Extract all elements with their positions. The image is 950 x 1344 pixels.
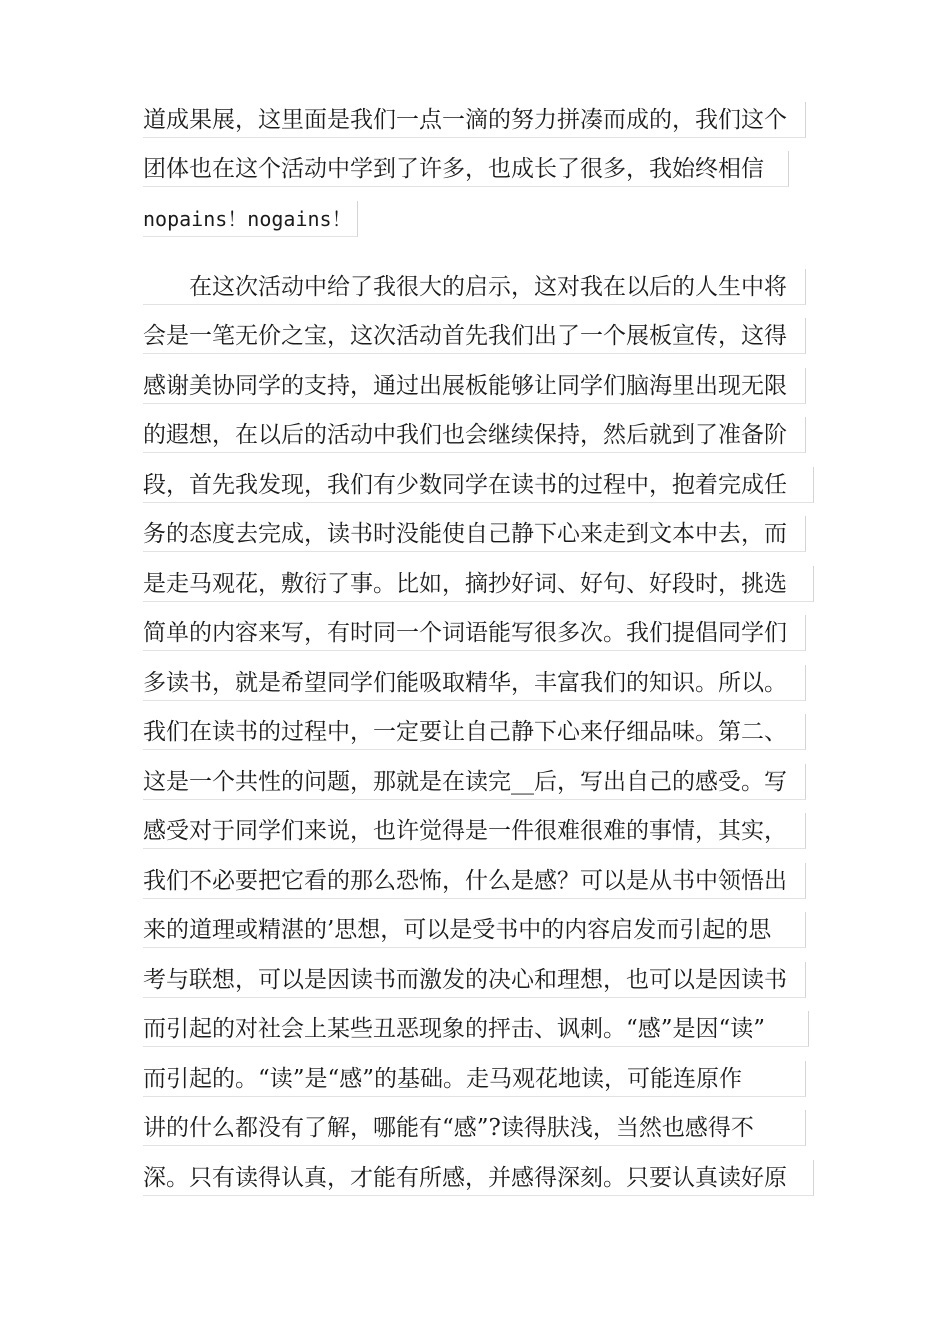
text-line: 段，首先我发现，我们有少数同学在读书的过程中，抱着完成任 xyxy=(143,467,814,503)
text-line: nopains！nogains！ xyxy=(143,201,358,237)
text-line: 这是一个共性的问题，那就是在读完__后，写出自己的感受。写 xyxy=(143,764,806,800)
text-line: 是走马观花，敷衍了事。比如，摘抄好词、好句、好段时，挑选 xyxy=(143,566,814,602)
text-line: 的遐想，在以后的活动中我们也会继续保持，然后就到了准备阶 xyxy=(143,417,806,453)
text-line: 而引起的。“读”是“感”的基础。走马观花地读，可能连原作 xyxy=(143,1061,806,1097)
text-line: 考与联想，可以是因读书而激发的决心和理想，也可以是因读书 xyxy=(143,962,806,998)
text-line: 而引起的对社会上某些丑恶现象的抨击、讽刺。“感”是因“读” xyxy=(143,1011,809,1047)
text-line: 来的道理或精湛的’思想，可以是受书中的内容启发而引起的思 xyxy=(143,912,806,948)
text-line: 感谢美协同学的支持，通过出展板能够让同学们脑海里出现无限 xyxy=(143,368,806,404)
text-line: 深。只有读得认真，才能有所感，并感得深刻。只要认真读好原 xyxy=(143,1160,814,1196)
text-line: 感受对于同学们来说，也许觉得是一件很难很难的事情，其实， xyxy=(143,813,806,849)
text-line: 多读书，就是希望同学们能吸取精华，丰富我们的知识。所以。 xyxy=(143,665,806,701)
text-line: 会是一笔无价之宝，这次活动首先我们出了一个展板宣传，这得 xyxy=(143,318,806,354)
text-line: 团体也在这个活动中学到了许多，也成长了很多，我始终相信 xyxy=(143,151,789,187)
text-line: 务的态度去完成，读书时没能使自己静下心来走到文本中去，而 xyxy=(143,516,806,552)
text-line: 讲的什么都没有了解，哪能有“感”?读得肤浅，当然也感得不 xyxy=(143,1110,806,1146)
text-line: 简单的内容来写，有时同一个词语能写很多次。我们提倡同学们 xyxy=(143,615,806,651)
text-line: 我们在读书的过程中，一定要让自己静下心来仔细品味。第二、 xyxy=(143,714,806,750)
text-line: 我们不必要把它看的那么恐怖，什么是感？可以是从书中领悟出 xyxy=(143,863,806,899)
text-line: 在这次活动中给了我很大的启示，这对我在以后的人生中将 xyxy=(143,269,806,305)
text-line: 道成果展，这里面是我们一点一滴的努力拼凑而成的，我们这个 xyxy=(143,102,806,138)
